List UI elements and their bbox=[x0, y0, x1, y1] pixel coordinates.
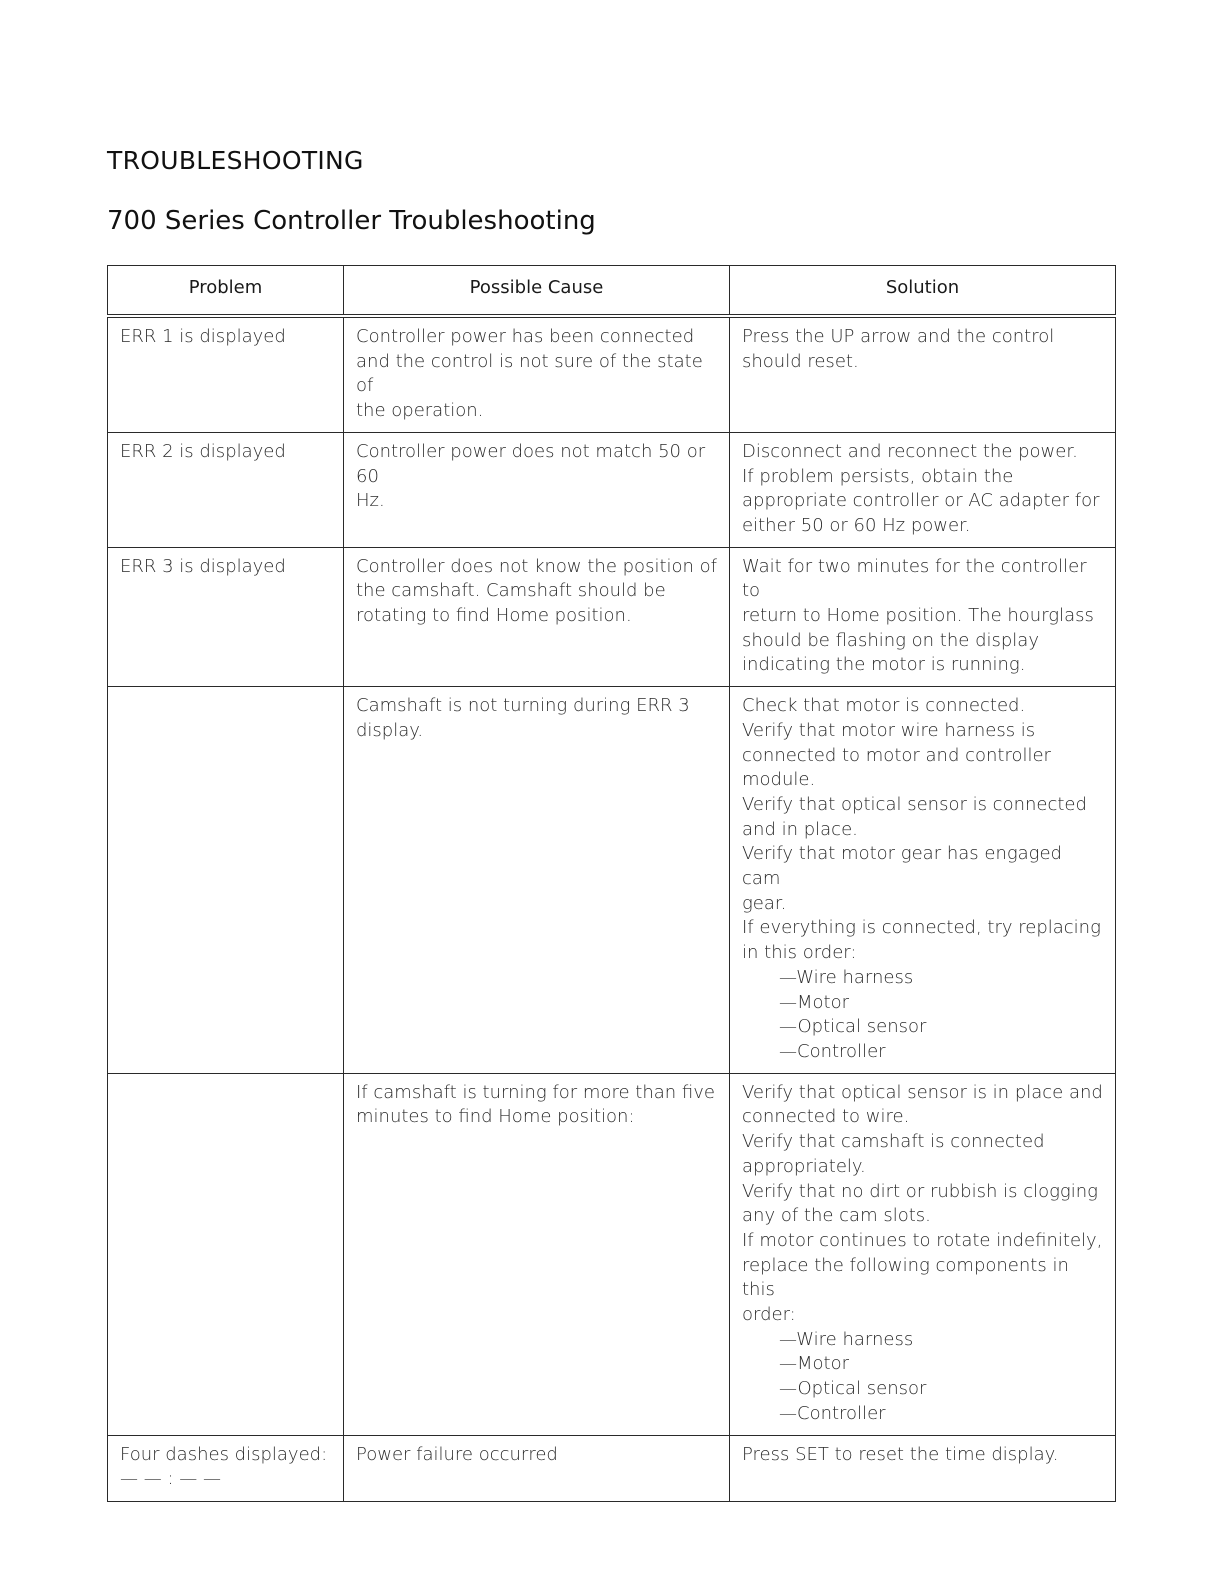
cell-text-line: and in place. bbox=[742, 818, 858, 840]
cell-text-line: Verify that motor gear has engaged cam bbox=[742, 843, 1062, 890]
cell-text-line: rotating to find Home position. bbox=[356, 605, 632, 627]
cell-text-line: the operation. bbox=[356, 400, 484, 422]
replacement-list-item: —Controller bbox=[779, 1402, 886, 1424]
cell-text-line: return to Home position. The hourglass bbox=[742, 605, 1094, 627]
cell-text-line: Controller power has been connected bbox=[356, 326, 695, 347]
solution-cell bbox=[730, 432, 1116, 547]
cell-text-line: gear. bbox=[742, 892, 787, 914]
replacement-list-item: —Optical sensor bbox=[779, 1378, 927, 1400]
cell-text-line: the camshaft. Camshaft should be bbox=[356, 580, 666, 602]
table-header-row bbox=[108, 266, 1116, 317]
possible-cause-cell bbox=[344, 1073, 730, 1435]
cell-text-line: should be flashing on the display bbox=[742, 629, 1039, 651]
problem-cell bbox=[108, 316, 344, 432]
cell-text-line: Press the UP arrow and the control bbox=[742, 326, 1055, 347]
cell-text-line: Four dashes displayed: bbox=[120, 1443, 328, 1465]
cell-text-line: and the control is not sure of the state of bbox=[356, 350, 703, 397]
header-problem: Problem bbox=[108, 266, 344, 317]
cell-text-line: If camshaft is turning for more than five bbox=[356, 1081, 715, 1103]
cell-text-line: connected to motor and controller bbox=[742, 744, 1051, 766]
table-row bbox=[108, 687, 1116, 1074]
cell-text-line: connected to wire. bbox=[742, 1106, 910, 1128]
problem-cell bbox=[108, 1073, 344, 1435]
cell-text-line: If everything is connected, try replacing bbox=[742, 917, 1101, 939]
table-row bbox=[108, 432, 1116, 547]
cell-text-line: Verify that motor wire harness is bbox=[742, 719, 1036, 741]
replacement-list-item: —Motor bbox=[779, 991, 850, 1013]
cell-text-line: should reset. bbox=[742, 350, 859, 372]
solution-cell bbox=[730, 316, 1116, 432]
cell-text-line: either 50 or 60 Hz power. bbox=[742, 514, 971, 536]
cell-text-line: ERR 2 is displayed bbox=[120, 440, 286, 462]
cell-text-line: Verify that no dirt or rubbish is clogging bbox=[742, 1180, 1098, 1202]
replacement-list-item: —Wire harness bbox=[779, 1328, 914, 1350]
replacement-list-item: —Motor bbox=[779, 1353, 850, 1375]
cell-text-line: Verify that camshaft is connected bbox=[742, 1131, 1045, 1153]
cell-text-line: appropriately. bbox=[742, 1155, 866, 1177]
table-body bbox=[108, 316, 1116, 1501]
cell-text-line: Controller power does not match 50 or 60 bbox=[356, 440, 706, 487]
cell-text-line: minutes to find Home position: bbox=[356, 1106, 635, 1128]
cell-text-line: display. bbox=[356, 719, 424, 741]
cell-text-line: Wait for two minutes for the controller to bbox=[742, 555, 1087, 602]
cell-text-line: If problem persists, obtain the bbox=[742, 465, 1014, 487]
table-row bbox=[108, 547, 1116, 687]
cell-text-line: Press SET to reset the time display. bbox=[742, 1443, 1059, 1465]
cell-text-line: Disconnect and reconnect the power. bbox=[742, 440, 1078, 462]
cell-text-line: replace the following components in this bbox=[742, 1254, 1069, 1301]
cell-text-line: ERR 1 is displayed bbox=[120, 326, 286, 347]
possible-cause-cell bbox=[344, 432, 730, 547]
problem-cell bbox=[108, 1435, 344, 1501]
page-heading: TROUBLESHOOTING bbox=[107, 146, 364, 175]
cell-text-line: any of the cam slots. bbox=[742, 1205, 931, 1227]
table-row bbox=[108, 316, 1116, 432]
problem-cell bbox=[108, 547, 344, 687]
cell-text-line: Verify that optical sensor is connected bbox=[742, 793, 1087, 815]
possible-cause-cell bbox=[344, 316, 730, 432]
problem-cell bbox=[108, 432, 344, 547]
possible-cause-cell bbox=[344, 687, 730, 1074]
possible-cause-cell bbox=[344, 1435, 730, 1501]
cell-text-line: module. bbox=[742, 769, 816, 791]
cell-text-line: order: bbox=[742, 1304, 796, 1326]
replacement-list-item: —Optical sensor bbox=[779, 1016, 927, 1038]
possible-cause-cell bbox=[344, 547, 730, 687]
troubleshooting-table bbox=[107, 265, 1116, 1502]
replacement-list-item: —Wire harness bbox=[779, 966, 914, 988]
replacement-list-item: —Controller bbox=[779, 1040, 886, 1062]
solution-cell bbox=[730, 687, 1116, 1074]
cell-text-line: Verify that optical sensor is in place and bbox=[742, 1081, 1103, 1103]
cell-text-line: Power failure occurred bbox=[356, 1443, 558, 1465]
solution-cell bbox=[730, 1073, 1116, 1435]
cell-text-line: in this order: bbox=[742, 942, 857, 964]
cell-text-line: — — : — — bbox=[120, 1468, 221, 1490]
solution-cell bbox=[730, 547, 1116, 687]
header-possible-cause: Possible Cause bbox=[344, 266, 730, 317]
table-row bbox=[108, 1435, 1116, 1501]
header-solution: Solution bbox=[730, 266, 1116, 317]
cell-text-line: indicating the motor is running. bbox=[742, 654, 1026, 676]
solution-cell bbox=[730, 1435, 1116, 1501]
cell-text-line: Check that motor is connected. bbox=[742, 695, 1026, 717]
section-title: 700 Series Controller Troubleshooting bbox=[107, 206, 596, 236]
problem-cell bbox=[108, 687, 344, 1074]
cell-text-line: Camshaft is not turning during ERR 3 bbox=[356, 695, 690, 717]
cell-text-line: Controller does not know the position of bbox=[356, 555, 717, 577]
table-row bbox=[108, 1073, 1116, 1435]
cell-text-line: appropriate controller or AC adapter for bbox=[742, 490, 1100, 512]
cell-text-line: ERR 3 is displayed bbox=[120, 555, 286, 577]
cell-text-line: If motor continues to rotate indefinitely, bbox=[742, 1229, 1103, 1251]
cell-text-line: Hz. bbox=[356, 490, 385, 512]
